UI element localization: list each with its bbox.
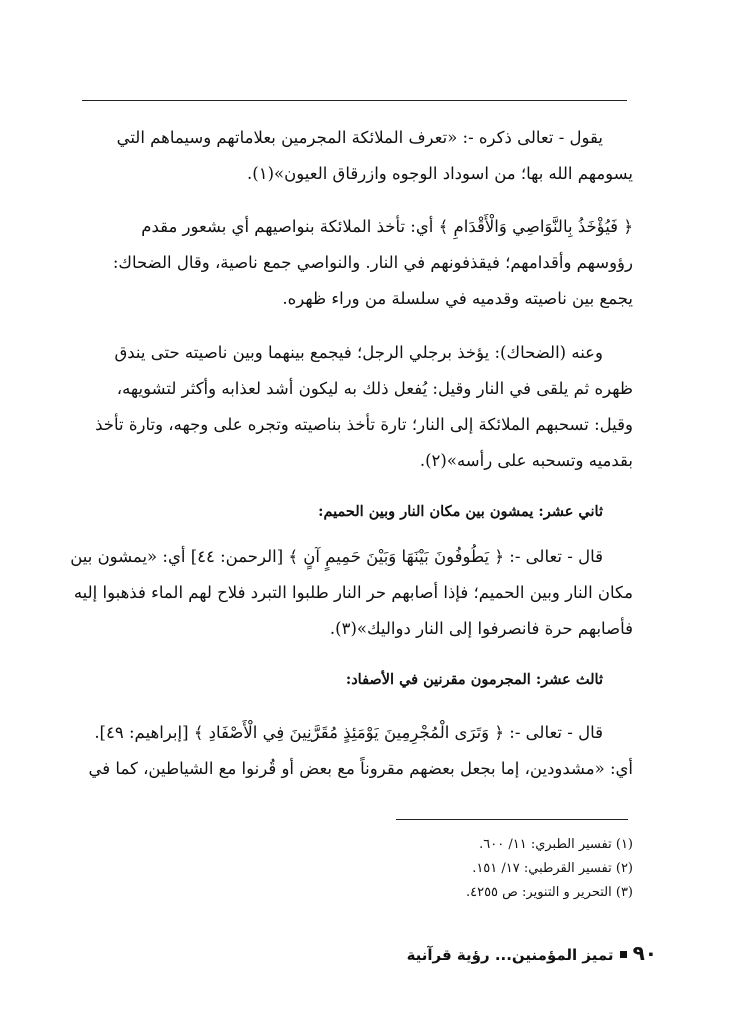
page-number: ٩٠ [632, 941, 657, 965]
text-line: وقيل: تسحبهم الملائكة إلى النار؛ تارة تأخذ بناصيته وتجره على وجهه، وتارة تأخذ [95, 415, 633, 434]
text-line: يسومهم الله بها؛ من اسوداد الوجوه وازرقاق العيون»(١). [247, 164, 633, 183]
footnotes [333, 833, 633, 905]
text-line: وعنه (الضحاك): يؤخذ برجلي الرجل؛ فيجمع بينهما وبين ناصيته حتى يندق [114, 343, 603, 362]
text-line: فأصابهم حرة فانصرفوا إلى النار دواليك»(٣). [329, 619, 633, 638]
footnote-2: (٢) تفسير القرطبي: ١٧/ ١٥١. [472, 861, 633, 876]
footnote-1: (١) تفسير الطبري: ١١/ ٦٠٠. [479, 837, 633, 852]
paragraph-wander-between [70, 539, 633, 647]
square-bullet-icon [620, 951, 627, 958]
section-heading-twelfth [84, 494, 633, 530]
text-line: ﴿ فَيُؤْخَذُ بِالنَّوَاصِي وَالْأَقْدَامِ ﴾ أي: تأخذ الملائكة بنواصيهم أي بشعور مقدم [141, 217, 633, 236]
paragraph-dahhak [84, 335, 633, 479]
section-heading-thirteenth [84, 662, 633, 698]
text-line: يقول - تعالى ذكره -: «تعرف الملائكة المجرمين بعلاماتهم وسيماهم التي [116, 128, 603, 147]
text-line: قال - تعالى -: ﴿ يَطُوفُونَ بَيْنَهَا وَبَيْنَ حَمِيمٍ آنٍ ﴾ [الرحمن: ٤٤] أي: «يمشون بين [70, 547, 603, 566]
page-footer [407, 941, 657, 965]
text-line: أي: «مشدودين، إما بجعل بعضهم مقروناً مع بعض أو قُرنوا مع الشياطين، كما في [88, 759, 633, 778]
paragraph-bound-in-chains [84, 715, 633, 787]
text-line: رؤوسهم وأقدامهم؛ فيقذفونهم في النار. والنواصي جمع ناصية، وقال الضحاك: [112, 253, 633, 272]
section-heading: ثاني عشر: يمشون بين مكان النار وبين الحميم: [318, 503, 603, 520]
text-line: بقدميه وتسحبه على رأسه»(٢). [419, 451, 633, 470]
text-line: ظهره ثم يلقى في النار وقيل: يُفعل ذلك به ليكون أشد لعذابه وأكثر لتشويهه، [116, 379, 633, 398]
paragraph-forelocks-feet [84, 209, 633, 317]
paragraph-angels-recognize [84, 120, 633, 192]
section-heading: ثالث عشر: المجرمون مقرنين في الأصفاد: [345, 671, 603, 688]
header-rule [82, 100, 627, 101]
footnote-rule [396, 819, 628, 820]
book-title: تميز المؤمنين... رؤية قرآنية [406, 946, 614, 964]
footnote-3: (٣) التحرير و التنوير: ص ٤٢٥٥. [465, 885, 633, 900]
text-line: يجمع بين ناصيته وقدميه في سلسلة من وراء ظهره. [282, 289, 633, 308]
text-line: قال - تعالى -: ﴿ وَتَرَى الْمُجْرِمِينَ يَوْمَئِذٍ مُقَرَّنِينَ فِي الْأَصْفَادِ ﴾ [إبراهيم: ٤٩]. [94, 723, 603, 742]
text-line: مكان النار وبين الحميم؛ فإذا أصابهم حر النار طلبوا التبرد فلاح لهم الماء فذهبوا إليه [73, 583, 633, 602]
